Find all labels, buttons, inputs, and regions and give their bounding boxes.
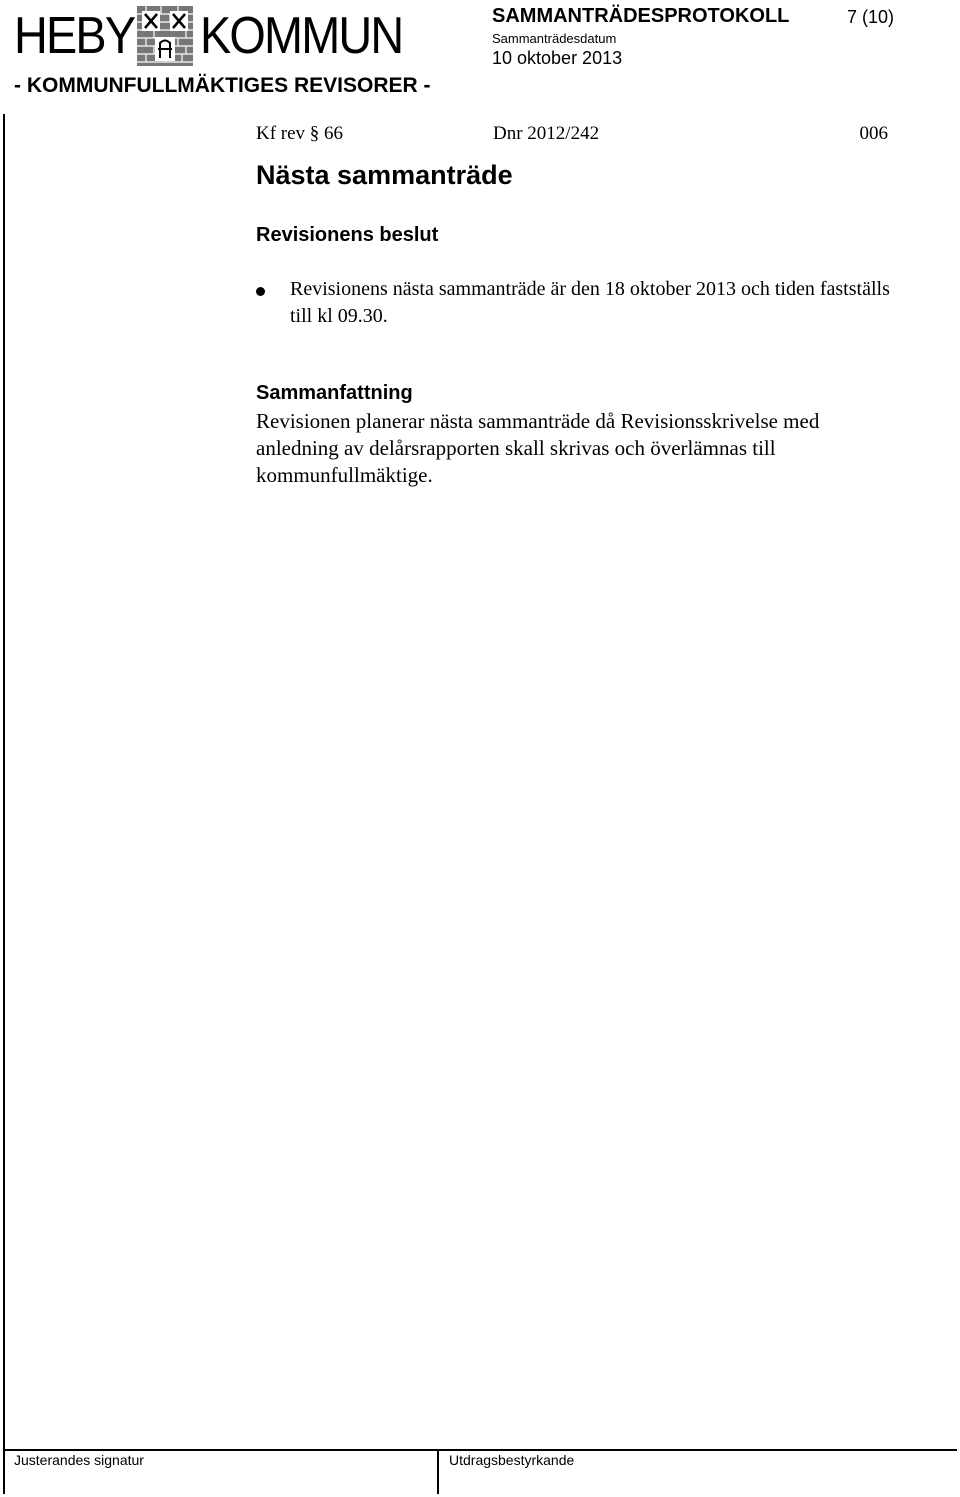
coat-of-arms-icon [136, 5, 194, 67]
summary-text: Revisionen planerar nästa sammanträde då Revisionsskrivelse med anledning av delårsrapporten skall skrivas och överlämnas till kommunfullmäktige. [256, 409, 820, 487]
signature-label: Justerandes signatur [14, 1452, 144, 1468]
certification-label: Utdragsbestyrkande [449, 1452, 575, 1468]
meeting-date: 10 oktober 2013 [492, 48, 623, 68]
logo-text-kommun: KOMMUN [200, 7, 403, 65]
item-title: Nästa sammanträde [256, 160, 513, 190]
decision-item: Revisionens nästa sammanträde är den 18 oktober 2013 och tiden fastställs till kl 09.30. [290, 278, 890, 327]
summary-heading: Sammanfattning [256, 382, 413, 404]
bullet-icon [256, 287, 265, 296]
decision-heading: Revisionens beslut [256, 224, 439, 246]
footer-column-line [437, 1449, 439, 1494]
diary-number: Dnr 2012/242 [493, 123, 600, 144]
meeting-date-label: Sammanträdesdatum [492, 31, 617, 46]
page-number: 7 (10) [846, 7, 894, 27]
logo-text-heby: HEBY [14, 7, 135, 65]
protocol-title: SAMMANTRÄDESPROTOKOLL [492, 5, 790, 27]
footer-divider [3, 1449, 957, 1451]
municipality-logo [14, 4, 406, 68]
paragraph-reference: Kf rev § 66 [256, 123, 344, 144]
case-code: 006 [859, 123, 888, 144]
department-title: - KOMMUNFULLMÄKTIGES REVISORER - [14, 74, 431, 97]
left-margin-line [3, 114, 5, 1494]
